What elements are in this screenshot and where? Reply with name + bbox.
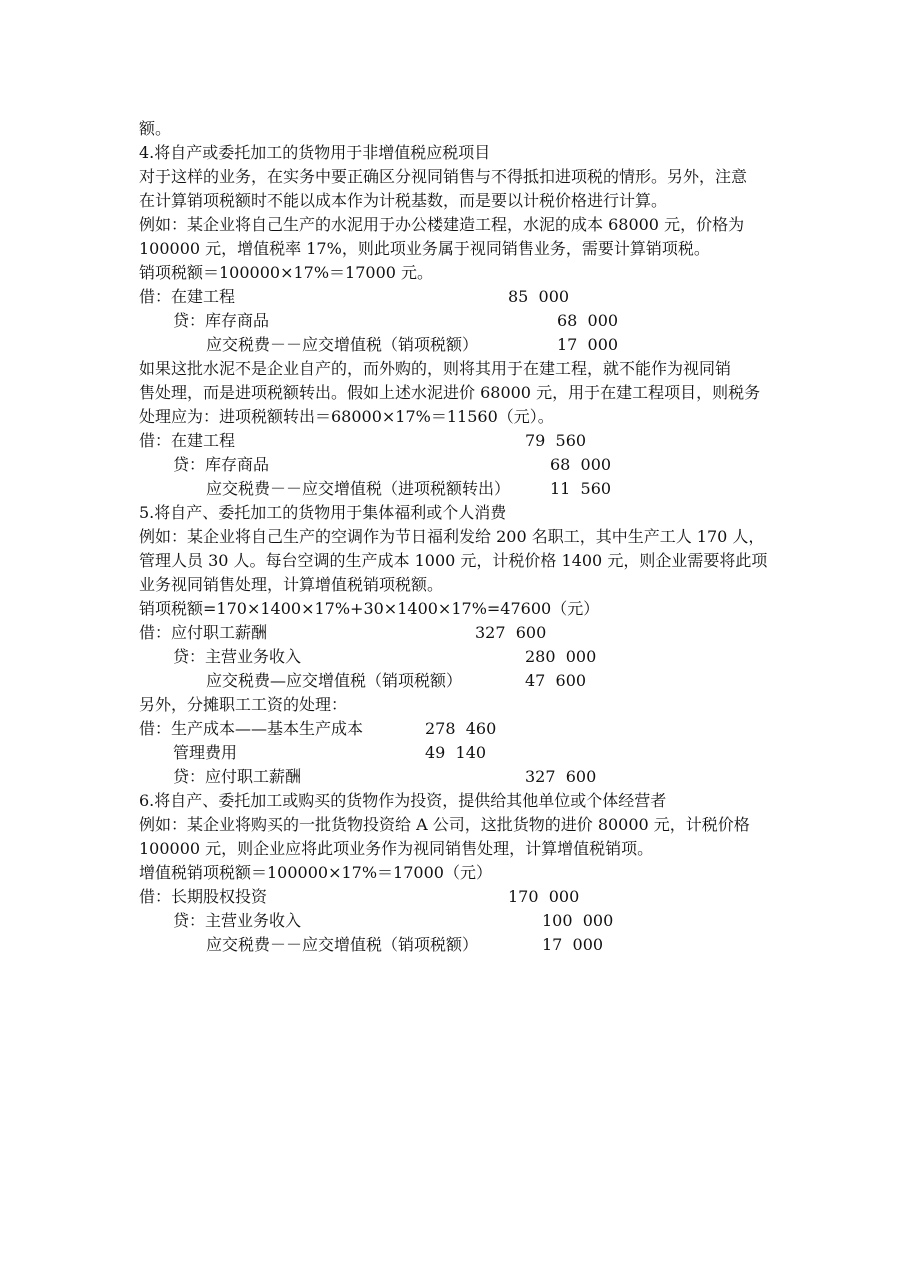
journal-account: 借：在建工程 <box>139 287 236 306</box>
journal-account: 借：应付职工薪酬 <box>139 623 268 642</box>
journal-amount: 11 560 <box>550 479 612 498</box>
formula-line: 销项税额=170×1400×17%+30×1400×17%=47600（元） <box>139 599 600 618</box>
formula-line: 处理应为：进项税额转出＝68000×17%＝11560（元）。 <box>139 407 554 426</box>
journal-amount: 280 000 <box>525 647 597 666</box>
text-line: 额。 <box>139 119 172 138</box>
journal-account: 贷：库存商品 <box>173 311 270 330</box>
journal-amount: 79 560 <box>525 431 587 450</box>
text-line: 100000 元，增值税率 17%，则此项业务属于视同销售业务，需要计算销项税。 <box>139 239 710 258</box>
text-line: 另外，分摊职工工资的处理： <box>139 695 348 714</box>
journal-account: 应交税费－－应交增值税（进项税额转出） <box>206 479 511 498</box>
journal-account: 借：在建工程 <box>139 431 236 450</box>
journal-account: 借：生产成本——基本生产成本 <box>139 719 364 738</box>
text-line: 100000 元，则企业应将此项业务作为视同销售处理，计算增值税销项。 <box>139 839 654 858</box>
journal-amount: 327 600 <box>525 767 597 786</box>
journal-account: 借：长期股权投资 <box>139 887 268 906</box>
journal-amount: 17 000 <box>542 935 604 954</box>
journal-account: 贷：库存商品 <box>173 455 270 474</box>
section-heading: 6.将自产、委托加工或购买的货物作为投资，提供给其他单位或个体经营者 <box>139 791 667 810</box>
section-heading: 4.将自产或委托加工的货物用于非增值税应税项目 <box>139 143 491 162</box>
text-line: 例如：某企业将自己生产的空调作为节日福利发给 200 名职工，其中生产工人 170 人， <box>139 527 765 546</box>
journal-amount: 47 600 <box>525 671 587 690</box>
text-line: 业务视同销售处理，计算增值税销项税额。 <box>139 575 444 594</box>
text-line: 如果这批水泥不是企业自产的，而外购的，则将其用于在建工程，就不能作为视同销 <box>139 359 732 378</box>
text-line: 售处理，而是进项税额转出。假如上述水泥进价 68000 元，用于在建工程项目，则税务 <box>139 383 761 402</box>
journal-account: 管理费用 <box>173 743 238 762</box>
journal-amount: 68 000 <box>550 455 612 474</box>
journal-account: 应交税费－－应交增值税（销项税额） <box>206 935 479 954</box>
journal-account: 贷：主营业务收入 <box>173 911 302 930</box>
text-line: 对于这样的业务，在实务中要正确区分视同销售与不得抵扣进项税的情形。另外，注意 <box>139 167 748 186</box>
journal-amount: 49 140 <box>425 743 487 762</box>
journal-amount: 327 600 <box>475 623 547 642</box>
journal-account: 应交税费—应交增值税（销项税额） <box>206 671 463 690</box>
journal-amount: 170 000 <box>508 887 580 906</box>
journal-account: 应交税费－－应交增值税（销项税额） <box>206 335 479 354</box>
journal-amount: 85 000 <box>508 287 570 306</box>
journal-account: 贷：主营业务收入 <box>173 647 302 666</box>
formula-line: 增值税销项税额＝100000×17%＝17000（元） <box>139 863 492 882</box>
section-heading: 5.将自产、委托加工的货物用于集体福利或个人消费 <box>139 503 507 522</box>
journal-amount: 68 000 <box>557 311 619 330</box>
formula-line: 销项税额＝100000×17%＝17000 元。 <box>139 263 434 282</box>
journal-amount: 17 000 <box>557 335 619 354</box>
text-line: 例如：某企业将自己生产的水泥用于办公楼建造工程，水泥的成本 68000 元，价格为 <box>139 215 745 234</box>
text-line: 在计算销项税额时不能以成本作为计税基数，而是要以计税价格进行计算。 <box>139 191 668 210</box>
journal-amount: 278 460 <box>425 719 497 738</box>
journal-account: 贷：应付职工薪酬 <box>173 767 302 786</box>
text-line: 管理人员 30 人。每台空调的生产成本 1000 元，计税价格 1400 元，则企业需要将此项 <box>139 551 768 570</box>
journal-amount: 100 000 <box>542 911 614 930</box>
text-line: 例如：某企业将购买的一批货物投资给 A 公司，这批货物的进价 80000 元，计税价格 <box>139 815 750 834</box>
